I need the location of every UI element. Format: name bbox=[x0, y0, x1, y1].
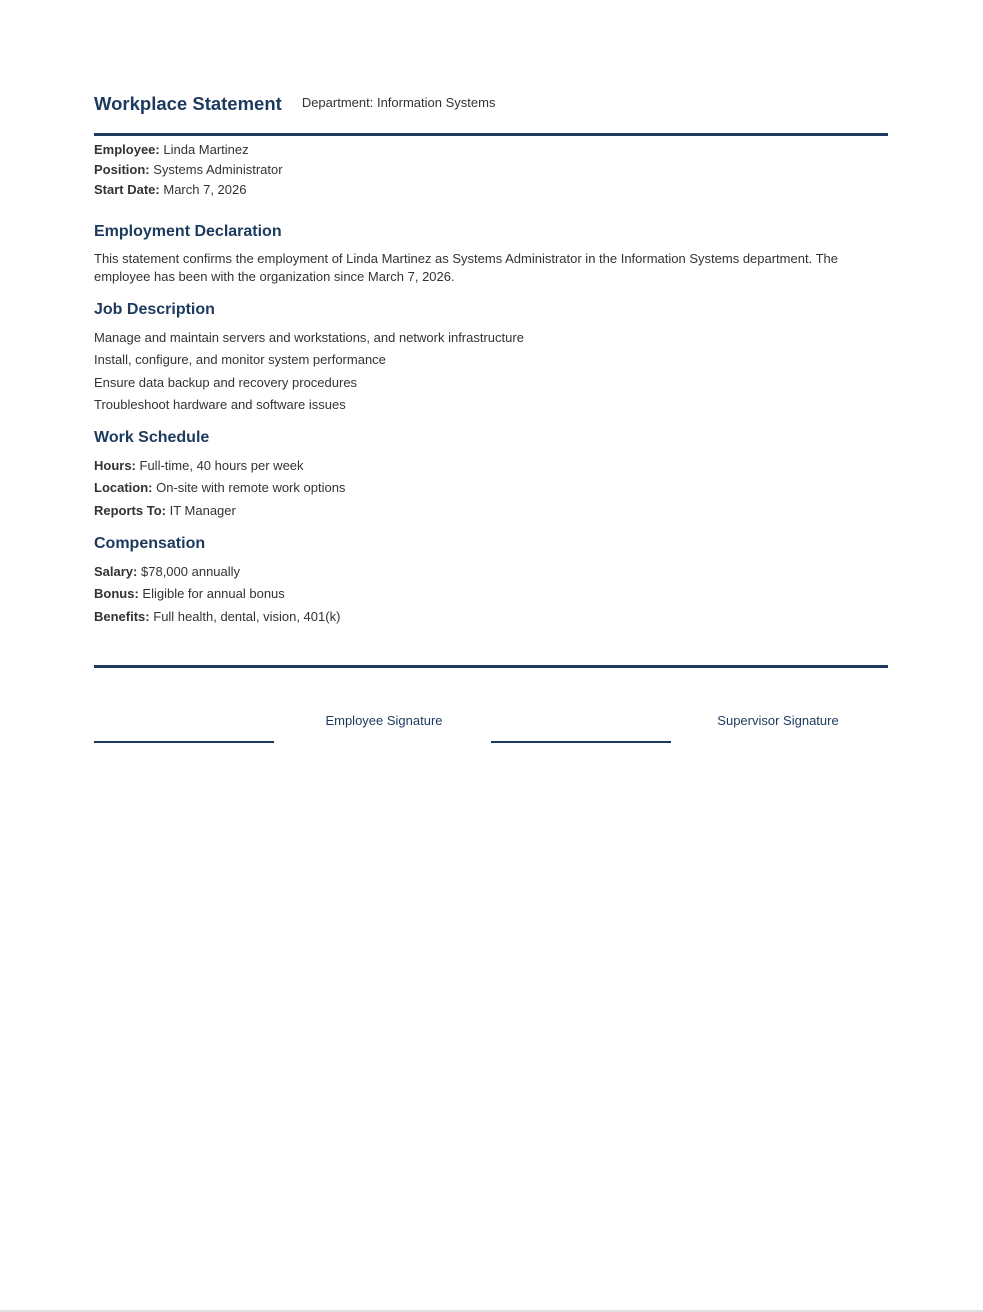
list-item bbox=[94, 606, 340, 628]
employee-signature-line[interactable] bbox=[94, 741, 274, 743]
item-label: Hours: bbox=[94, 458, 136, 473]
meta-value: Systems Administrator bbox=[153, 162, 283, 177]
section-title-work-schedule: Work Schedule bbox=[94, 429, 210, 446]
item-label: Salary: bbox=[94, 564, 138, 579]
list-item bbox=[94, 500, 345, 522]
list-item: Ensure data backup and recovery procedures bbox=[94, 374, 358, 390]
item-value: $78,000 annually bbox=[141, 564, 241, 579]
footer-divider bbox=[94, 665, 888, 668]
meta-value: March 7, 2026 bbox=[163, 182, 247, 197]
list-item bbox=[94, 561, 340, 583]
list-item bbox=[94, 477, 345, 499]
supervisor-signature-block bbox=[491, 700, 888, 750]
meta-position bbox=[94, 160, 283, 180]
item-label: Location: bbox=[94, 480, 153, 496]
work-schedule-list bbox=[94, 455, 345, 522]
meta-value: Linda Martinez bbox=[163, 142, 249, 157]
meta-label: Start Date: bbox=[94, 182, 160, 197]
item-value: On-site with remote work options bbox=[156, 480, 346, 496]
item-label: Reports To: bbox=[94, 502, 166, 518]
document-title: Workplace Statement bbox=[94, 93, 282, 114]
employee-meta bbox=[94, 140, 283, 200]
header-divider bbox=[94, 133, 888, 136]
list-item bbox=[94, 583, 340, 605]
supervisor-signature-label: Supervisor Signature bbox=[717, 713, 839, 728]
job-description-list bbox=[94, 327, 524, 417]
list-item: Manage and maintain servers and workstations, and network infrastructure bbox=[94, 330, 524, 345]
item-value: Full-time, 40 hours per week bbox=[139, 458, 304, 473]
employee-signature-block bbox=[94, 700, 491, 750]
item-label: Benefits: bbox=[94, 608, 150, 624]
employee-signature-label: Employee Signature bbox=[325, 713, 443, 728]
list-item bbox=[94, 455, 345, 477]
declaration-text: This statement confirms the employment of Linda Martinez as Systems Administrator in the Information Systems department. The employee has been with the organization since March 7, 2026. bbox=[94, 251, 838, 284]
list-item: Install, configure, and monitor system performance bbox=[94, 352, 386, 368]
meta-label: Employee: bbox=[94, 142, 160, 157]
department-label: Department: Information Systems bbox=[301, 95, 496, 110]
meta-start-date bbox=[94, 180, 283, 200]
signature-area bbox=[94, 700, 888, 750]
item-value: Full health, dental, vision, 401(k) bbox=[153, 608, 341, 624]
section-title-compensation: Compensation bbox=[94, 535, 206, 552]
item-label: Bonus: bbox=[94, 586, 139, 602]
meta-label: Position: bbox=[94, 162, 150, 177]
section-title-declaration: Employment Declaration bbox=[94, 223, 282, 240]
item-value: IT Manager bbox=[169, 502, 236, 518]
list-item: Troubleshoot hardware and software issues bbox=[94, 397, 346, 413]
compensation-list bbox=[94, 561, 340, 628]
supervisor-signature-line[interactable] bbox=[491, 741, 671, 743]
meta-employee bbox=[94, 140, 283, 160]
item-value: Eligible for annual bonus bbox=[142, 586, 285, 602]
section-title-job-description: Job Description bbox=[94, 301, 215, 318]
document-header bbox=[94, 93, 495, 115]
